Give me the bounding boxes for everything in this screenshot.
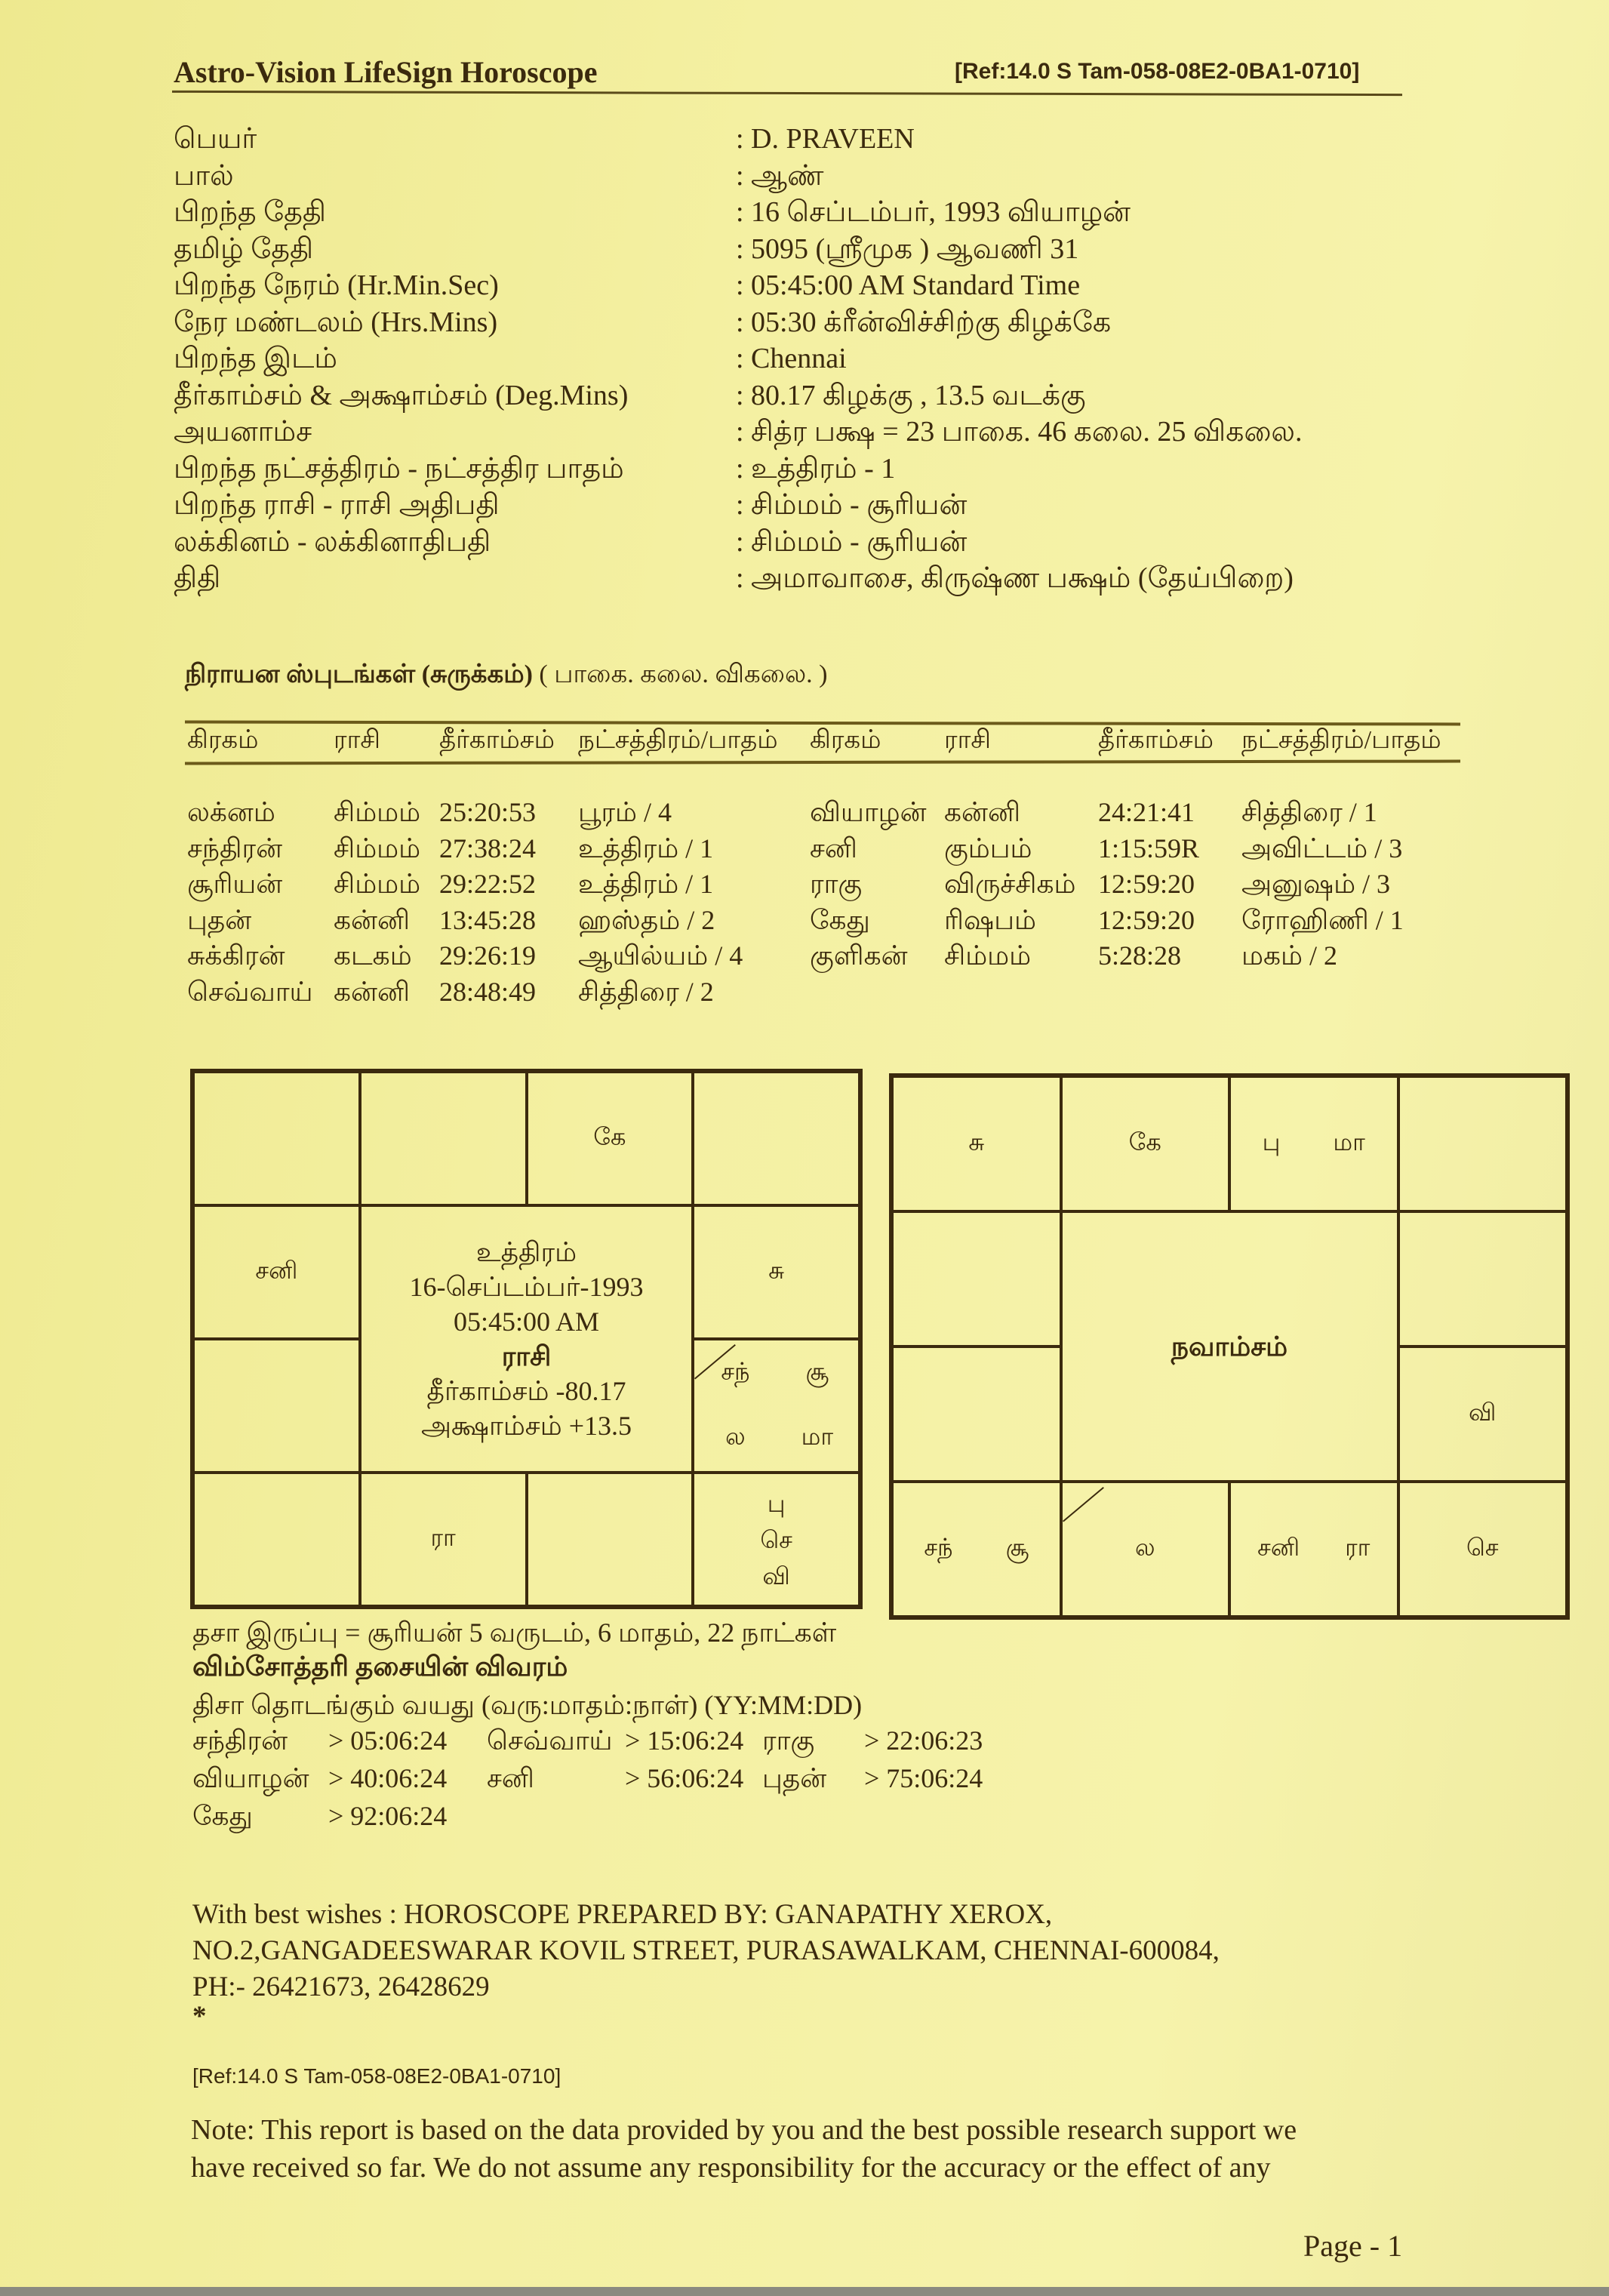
table-cell: 12:59:20	[1098, 869, 1195, 899]
table-cell: உத்திரம் / 1	[578, 869, 714, 899]
dasa-title: விம்சோத்தரி தசையின் விவரம்	[192, 1651, 568, 1682]
chart-cell: கே	[1061, 1076, 1230, 1211]
detail-value: : உத்திரம் - 1	[736, 452, 896, 485]
table-cell: ஹஸ்தம் / 2	[578, 904, 715, 935]
detail-row	[174, 267, 1302, 304]
detail-row	[174, 158, 1302, 195]
table-cell: 1:15:59R	[1098, 833, 1200, 863]
dasa-planet: வியாழன்	[192, 1763, 309, 1793]
positions-title	[185, 660, 828, 692]
table-cell: விருச்சிகம்	[944, 869, 1076, 899]
table-cell: கும்பம்	[944, 833, 1032, 863]
detail-label: திதி	[174, 562, 221, 594]
table-cell: கன்னி	[944, 797, 1021, 827]
center-time: 05:45:00 AM	[453, 1307, 600, 1337]
table-top-rule	[185, 721, 1460, 726]
table-cell: 25:20:53	[439, 797, 537, 827]
table-cell: மகம் / 2	[1241, 940, 1337, 971]
page-edge	[0, 2287, 1609, 2296]
detail-value: : 5095 (ஸ்ரீமுக ) ஆவணி 31	[736, 232, 1079, 265]
chart-cell	[693, 1473, 860, 1606]
chart-cell	[193, 1473, 360, 1606]
dasa-planet: செவ்வாய்	[487, 1725, 613, 1756]
chart-cell	[1398, 1076, 1567, 1211]
phone: PH:- 26421673, 26428629	[192, 1971, 490, 2002]
chart-cell: சனி	[193, 1205, 360, 1339]
table-cell: 29:26:19	[439, 940, 537, 971]
dasa-planet: சந்திரன்	[192, 1725, 288, 1756]
note-line-2: have received so far. We do not assume any responsibility for the accuracy or the effect of any	[191, 2152, 1271, 2184]
table-cell: அவிட்டம் / 3	[1241, 833, 1403, 863]
table-cell: சுக்கிரன்	[187, 940, 285, 971]
rasi-chart	[190, 1069, 863, 1609]
report-ref: [Ref:14.0 S Tam-058-08E2-0BA1-0710]	[955, 59, 1360, 84]
detail-label: பிறந்த ராசி - ராசி அதிபதி	[174, 489, 500, 521]
detail-value: : அமாவாசை, கிருஷ்ண பக்ஷம் (தேய்பிறை)	[736, 562, 1294, 594]
column-header: தீர்காம்சம்	[439, 726, 555, 754]
dasa-start-age: > 75:06:24	[864, 1763, 983, 1793]
dasa-subtitle: திசா தொடங்கும் வயது (வரு:மாதம்:நாள்) (YY:MM:DD)	[192, 1690, 863, 1720]
column-header: நட்சத்திரம்/பாதம்	[578, 726, 778, 754]
planet: பு	[1262, 1128, 1281, 1156]
detail-value: : 05:45:00 AM Standard Time	[736, 269, 1081, 301]
detail-value: : Chennai	[736, 343, 847, 374]
table-cell: புதன்	[187, 904, 252, 935]
lagna-marker	[1063, 1487, 1104, 1522]
dasa-start-age: > 56:06:24	[625, 1763, 744, 1793]
planet: ல	[1134, 1534, 1155, 1561]
table-cell: சந்திரன்	[187, 833, 283, 863]
chart-cell	[1229, 1076, 1398, 1211]
planet: ல	[725, 1423, 746, 1451]
chart-cell-lagna	[1061, 1482, 1230, 1617]
table-cell: கன்னி	[334, 904, 411, 935]
chart-cell: ரா	[360, 1473, 527, 1606]
table-cell: 24:21:41	[1098, 797, 1195, 827]
chart-cell	[892, 1211, 1061, 1347]
table-cell: கடகம்	[334, 940, 412, 971]
chart-cell: கே	[527, 1072, 694, 1205]
detail-row	[174, 121, 1302, 158]
planet: மா	[1333, 1128, 1365, 1156]
center-label: ராசி	[501, 1341, 552, 1371]
column-header: ராசி	[944, 726, 991, 754]
dasa-planet: புதன்	[762, 1763, 827, 1793]
table-cell: 27:38:24	[439, 833, 537, 863]
dasa-start-age: > 22:06:23	[864, 1725, 983, 1756]
chart-cell	[892, 1347, 1061, 1482]
detail-label: நேர மண்டலம் (Hrs.Mins)	[174, 306, 498, 338]
chart-cell: சு	[892, 1076, 1061, 1211]
table-cell: ராகு	[810, 869, 863, 899]
table-cell: 5:28:28	[1098, 940, 1182, 971]
table-cell: செவ்வாய்	[187, 976, 313, 1007]
dasa-balance: தசா இருப்பு = சூரியன் 5 வருடம், 6 மாதம், 22 நாட்கள்	[192, 1617, 837, 1648]
planet: பு	[767, 1489, 786, 1517]
detail-label: அயனாம்ச	[174, 416, 312, 448]
table-bottom-rule	[185, 760, 1460, 765]
column-header: தீர்காம்சம்	[1098, 726, 1214, 754]
table-cell: ஆயில்யம் / 4	[578, 940, 743, 971]
chart-cell: சு	[693, 1205, 860, 1339]
planet: ரா	[1345, 1534, 1371, 1561]
table-cell: கன்னி	[334, 976, 411, 1007]
positions-title-bold: நிராயன ஸ்புடங்கள் (சுருக்கம்)	[185, 660, 533, 688]
navamsa-chart	[889, 1073, 1570, 1620]
detail-row	[174, 231, 1302, 268]
detail-row	[174, 524, 1302, 561]
address: NO.2,GANGADEESWARAR KOVIL STREET, PURASAWALKAM, CHENNAI-600084,	[192, 1935, 1220, 1966]
table-cell: பூரம் / 4	[578, 797, 672, 827]
table-cell: சிம்மம்	[334, 833, 421, 863]
center-longitude: தீர்காம்சம் -80.17	[426, 1376, 626, 1406]
detail-value: : சிம்மம் - சூரியன்	[736, 525, 968, 558]
dasa-planet: ராகு	[762, 1725, 815, 1756]
dasa-planet: கேது	[192, 1801, 253, 1831]
detail-value: : ஆண்	[736, 159, 824, 192]
table-cell: உத்திரம் / 1	[578, 833, 714, 863]
detail-label: லக்கினம் - லக்கினாதிபதி	[174, 525, 491, 558]
table-cell: ரோஹிணி / 1	[1241, 904, 1404, 935]
center-latitude: அக்ஷாம்சம் +13.5	[420, 1411, 632, 1441]
planet: சனி	[1257, 1534, 1300, 1561]
detail-label: பிறந்த நேரம் (Hr.Min.Sec)	[174, 269, 499, 301]
dasa-start-age: > 15:06:24	[625, 1725, 744, 1756]
dasa-start-age: > 40:06:24	[328, 1763, 448, 1793]
planet: மா	[801, 1423, 834, 1451]
dasa-start-age: > 92:06:24	[328, 1801, 448, 1831]
detail-value: : 80.17 கிழக்கு , 13.5 வடக்கு	[736, 379, 1086, 411]
center-star: உத்திரம்	[475, 1237, 577, 1267]
detail-value: : 16 செப்டம்பர், 1993 வியாழன்	[736, 196, 1131, 228]
chart-cell	[693, 1072, 860, 1205]
report-title: Astro-Vision LifeSign Horoscope	[174, 55, 598, 89]
chart-cell	[193, 1339, 360, 1473]
table-cell: 28:48:49	[439, 976, 537, 1007]
detail-value: : 05:30 க்ரீன்விச்சிற்கு கிழக்கே	[736, 306, 1112, 338]
table-cell: சூரியன்	[187, 869, 283, 899]
table-cell: வியாழன்	[810, 797, 927, 827]
chart-cell: செ	[1398, 1482, 1567, 1617]
positions-title-units: ( பாகை. கலை. விகலை. )	[532, 660, 828, 688]
table-cell: சிம்மம்	[944, 940, 1032, 971]
detail-value: : D. PRAVEEN	[736, 123, 915, 155]
rasi-chart-center	[360, 1205, 694, 1473]
detail-row	[174, 451, 1302, 488]
table-cell: சிம்மம்	[334, 869, 421, 899]
detail-row	[174, 414, 1302, 451]
detail-label: பெயர்	[174, 123, 257, 155]
planet: சூ	[805, 1357, 829, 1385]
table-cell: 29:22:52	[439, 869, 537, 899]
footer-ref: [Ref:14.0 S Tam-058-08E2-0BA1-0710]	[192, 2064, 561, 2088]
detail-row	[174, 304, 1302, 341]
detail-row	[174, 194, 1302, 231]
birth-details	[174, 121, 1302, 597]
prepared-by: With best wishes : HOROSCOPE PREPARED BY: GANAPATHY XEROX,	[192, 1899, 1053, 1930]
detail-value: : சிம்மம் - சூரியன்	[736, 489, 968, 521]
table-cell: 12:59:20	[1098, 904, 1195, 935]
header-divider	[172, 91, 1402, 96]
chart-cell	[1229, 1482, 1398, 1617]
chart-cell: வி	[1398, 1347, 1567, 1482]
dasa-start-age: > 05:06:24	[328, 1725, 448, 1756]
column-header: கிரகம்	[187, 726, 259, 754]
detail-row	[174, 340, 1302, 377]
table-cell: சனி	[810, 833, 857, 863]
chart-cell	[360, 1072, 527, 1205]
planet: சந்	[924, 1534, 953, 1561]
detail-label: பிறந்த இடம்	[174, 343, 337, 374]
detail-row	[174, 560, 1302, 597]
chart-cell	[193, 1072, 360, 1205]
table-cell: 13:45:28	[439, 904, 537, 935]
navamsa-chart-center	[1061, 1211, 1398, 1482]
page-number: Page - 1	[1303, 2229, 1403, 2263]
table-cell: சிம்மம்	[334, 797, 421, 827]
chart-cell	[1398, 1211, 1567, 1347]
center-label: நவாம்சம்	[1171, 1331, 1288, 1362]
table-cell: சித்திரை / 2	[578, 976, 714, 1007]
planet: சந்	[721, 1357, 750, 1385]
column-header: ராசி	[334, 726, 380, 754]
column-header: நட்சத்திரம்/பாதம்	[1241, 726, 1441, 754]
detail-label: பிறந்த நட்சத்திரம் - நட்சத்திர பாதம்	[174, 452, 624, 485]
chart-cell	[527, 1473, 694, 1606]
planet: சூ	[1005, 1534, 1029, 1561]
detail-label: தமிழ் தேதி	[174, 232, 314, 265]
table-cell: லக்னம்	[187, 797, 275, 827]
center-date: 16-செப்டம்பர்-1993	[409, 1272, 644, 1302]
table-cell: குளிகன்	[810, 940, 908, 971]
detail-value: : சித்ர பக்ஷ = 23 பாகை. 46 கலை. 25 விகலை.	[736, 416, 1303, 448]
detail-label: தீர்காம்சம் & அக்ஷாம்சம் (Deg.Mins)	[174, 379, 629, 411]
column-header: கிரகம்	[810, 726, 881, 754]
detail-label: பிறந்த தேதி	[174, 196, 327, 228]
table-cell: சித்திரை / 1	[1241, 797, 1377, 827]
chart-cell	[892, 1482, 1061, 1617]
table-cell: அனுஷம் / 3	[1241, 869, 1391, 899]
chart-cell-lagna	[693, 1339, 860, 1473]
planet: வி	[762, 1562, 790, 1590]
table-cell: ரிஷபம்	[944, 904, 1036, 935]
detail-row	[174, 487, 1302, 524]
detail-row	[174, 377, 1302, 414]
note-line-1: Note: This report is based on the data provided by you and the best possible research support we	[191, 2114, 1297, 2146]
detail-label: பால்	[174, 159, 234, 192]
planet: செ	[760, 1525, 792, 1553]
dasa-planet: சனி	[487, 1763, 534, 1793]
asterisk: *	[192, 2001, 207, 2032]
table-cell: கேது	[810, 904, 870, 935]
